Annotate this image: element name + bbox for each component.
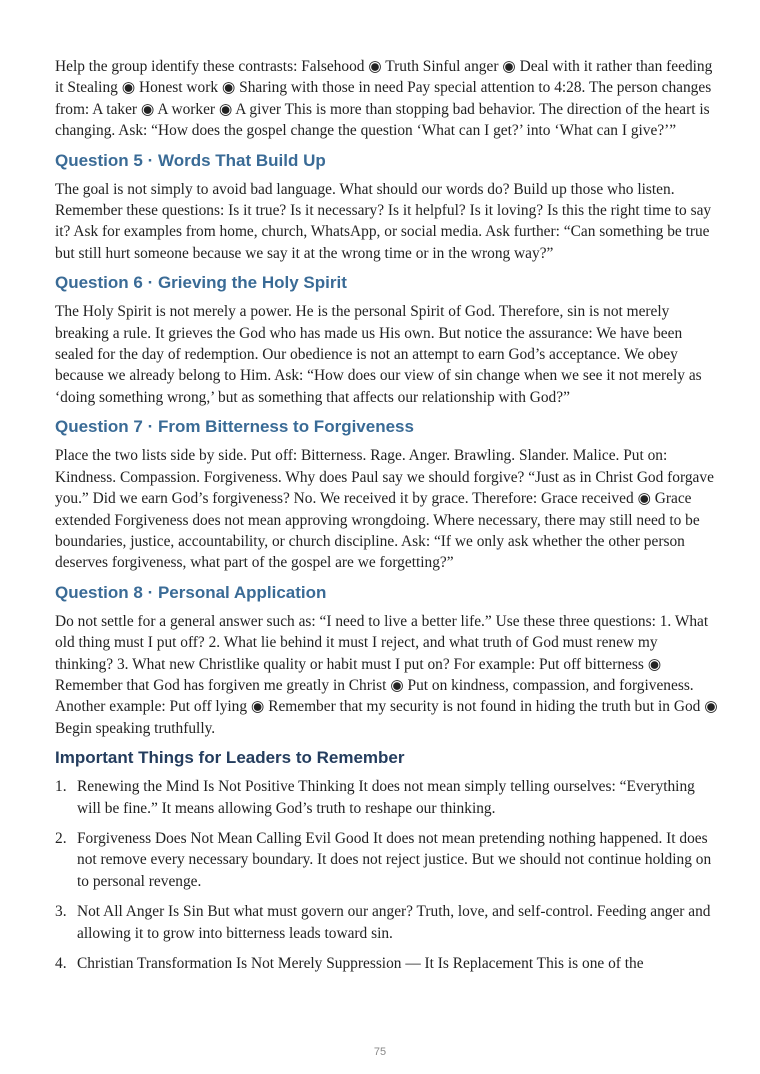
question-5-body: The goal is not simply to avoid bad language. What should our words do? Build up those who listen. Remember these questions: Is it true? Is it necessary? Is it helpful? Is it loving? Is this the right time to say it? Ask for examples from home, church, WhatsApp, or social media. Ask further: “Can something be true but still hurt someone because we say it at the wrong time or in the wrong way?” — [55, 180, 712, 262]
list-item-number: 3. — [55, 903, 67, 921]
question-8-heading: Question 8 · Personal Application — [55, 582, 327, 602]
list-item-text: Renewing the Mind Is Not Positive Thinking It does not mean simply telling ourselves: “Everything will be fine.” It means allowing God’s truth to reshape our thinking. — [77, 778, 695, 817]
page-content — [55, 56, 719, 983]
list-item-text: Christian Transformation Is Not Merely Suppression — It Is Replacement This is one of the — [77, 955, 644, 972]
list-item-number: 4. — [55, 955, 67, 972]
list-item-number: 1. — [55, 778, 67, 796]
question-7-heading: Question 7 · From Bitterness to Forgiveness — [55, 417, 414, 437]
question-8-body: Do not settle for a general answer such as: “I need to live a better life.” Use these three questions: 1. What old thing must I put off? 2. What lie behind it must I reject, and what truth of God must renew my thinking? 3. What new Christlike quality or habit must I put on? For example: Put off bitterness ◉ Remember that God has forgiven me greatly in Christ ◉ Put on kindness, compassion, and forgiveness. Another example: Put off lying ◉ Remember that my security is not found in hiding the truth but in God ◉ Begin speaking truthfully. — [55, 612, 718, 737]
question-6-body: The Holy Spirit is not merely a power. He is the personal Spirit of God. Therefore, sin is not merely breaking a rule. It grieves the God who has made us His own. But notice the assurance: We have been sealed for the day of redemption. Our obedience is not an attempt to earn God’s acceptance. We obey because we already belong to Him. Ask: “How does our view of sin change when we see it not merely as ‘doing something wrong,’ but as something that affects our relationship with God?” — [55, 303, 702, 406]
list-item — [55, 828, 719, 892]
list-item-text: Forgiveness Does Not Mean Calling Evil Good It does not mean pretending nothing happened. It does not remove every necessary boundary. It does not reject justice. But we should not continue holding on to personal revenge. — [77, 829, 712, 890]
leaders-heading: Important Things for Leaders to Remember — [55, 748, 405, 768]
page-number: 75 — [373, 1046, 387, 1058]
list-item — [55, 901, 719, 944]
leaders-list — [55, 776, 719, 974]
list-item — [55, 776, 719, 819]
list-item-number: 2. — [55, 829, 67, 847]
question-6-heading: Question 6 · Grieving the Holy Spirit — [55, 273, 347, 293]
intro-paragraph: Help the group identify these contrasts: Falsehood ◉ Truth Sinful anger ◉ Deal with it rather than feeding it Stealing ◉ Honest work ◉ Sharing with those in need Pay special attention to 4:28. The person changes from: A taker ◉ A worker ◉ A giver This is more than stopping bad behavior. The direction of the heart is changing. Ask: “How does the gospel change the question ‘What can I get?’ into ‘What can I give?’” — [55, 58, 713, 140]
list-item — [55, 953, 719, 974]
list-item-text: Not All Anger Is Sin But what must govern our anger? Truth, love, and self-control. Feeding anger and allowing it to grow into bitterness leads toward sin. — [77, 903, 711, 942]
question-7-body: Place the two lists side by side. Put off: Bitterness. Rage. Anger. Brawling. Slander. Malice. Put on: Kindness. Compassion. Forgiveness. Why does Paul say we should forgive? “Just as in Christ God forgave you.” Did we earn God’s forgiveness? No. We received it by grace. Therefore: Grace received ◉ Grace extended Forgiveness does not mean approving wrongdoing. Where necessary, there may still need to be boundaries, justice, accountability, or church discipline. Ask: “If we only ask whether the other person deserves forgiveness, what part of the gospel are we forgetting?” — [55, 447, 714, 572]
question-5-heading: Question 5 · Words That Build Up — [55, 150, 326, 170]
